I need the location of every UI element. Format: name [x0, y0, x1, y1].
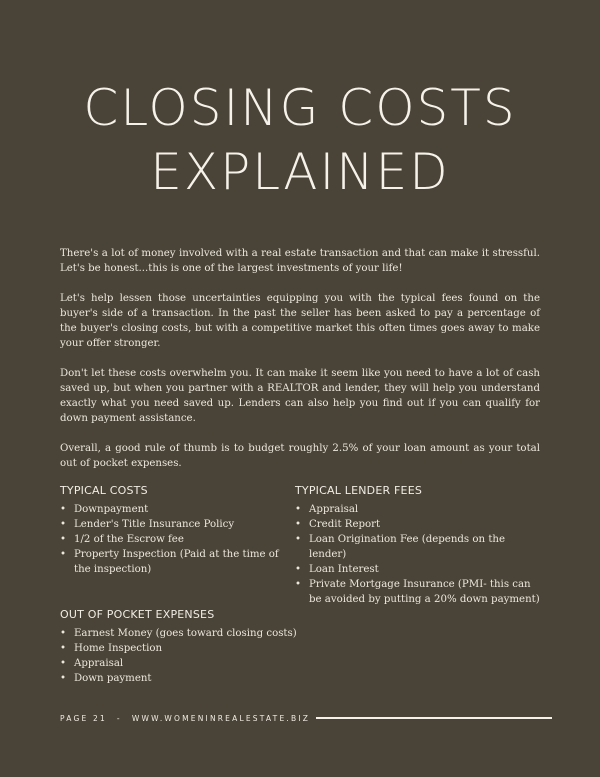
- page-title: [0, 76, 600, 204]
- list-item: • Property Inspection (Paid at the time of the inspection): [74, 547, 285, 577]
- lender-fees-section: [295, 484, 540, 607]
- list-item: • Private Mortgage Insurance (PMI- this can be avoided by putting a 20% down payment): [309, 577, 540, 607]
- intro-paragraph: Let's help lessen those uncertainties equipping you with the typical fees found on the buyer's side of a transaction. In the past the seller has been asked to pay a percentage of the buyer's closing costs, but with a competitive market this often times goes away to make your offer stronger.: [60, 293, 540, 349]
- list-item: • Down payment: [74, 671, 320, 686]
- website-link[interactable]: WWW.WOMENINREALESTATE.BIZ: [131, 713, 311, 723]
- list-item: • Loan Interest: [309, 562, 540, 577]
- list-item: • 1/2 of the Escrow fee: [74, 532, 285, 547]
- list-item: • Appraisal: [309, 502, 540, 517]
- list-item: • Appraisal: [74, 656, 320, 671]
- out-of-pocket-heading: OUT OF POCKET EXPENSES: [60, 608, 215, 621]
- list-item: • Credit Report: [309, 517, 540, 532]
- typical-costs-heading: TYPICAL COSTS: [60, 484, 148, 497]
- list-item: • Home Inspection: [74, 641, 320, 656]
- title-line-2: EXPLAINED: [150, 143, 450, 201]
- typical-costs-list: [60, 502, 285, 577]
- intro-paragraph: Don't let these costs overwhelm you. It can make it seem like you need to have a lot of cash saved up, but when you partner with a REALTOR and lender, they will help you understand exactly what you need saved up. Lenders can also help you find out if you can qualify for down payment assistance.: [60, 368, 540, 424]
- page-number: PAGE 21: [60, 713, 107, 723]
- intro-text: [60, 246, 540, 486]
- page-footer: [60, 712, 552, 724]
- list-item: • Downpayment: [74, 502, 285, 517]
- title-line-1: CLOSING COSTS: [83, 79, 517, 137]
- out-of-pocket-list: [60, 626, 320, 686]
- intro-paragraph: There's a lot of money involved with a real estate transaction and that can make it stressful. Let's be honest...this is one of the largest investments of your life!: [60, 248, 540, 274]
- intro-paragraph: Overall, a good rule of thumb is to budget roughly 2.5% of your loan amount as your total out of pocket expenses.: [60, 443, 540, 469]
- typical-costs-section: [60, 484, 285, 577]
- out-of-pocket-section: [60, 608, 320, 686]
- list-item: • Earnest Money (goes toward closing costs): [74, 626, 320, 641]
- list-item: • Lender's Title Insurance Policy: [74, 517, 285, 532]
- lender-fees-list: [295, 502, 540, 607]
- list-item: • Loan Origination Fee (depends on the lender): [309, 532, 540, 562]
- footer-separator: -: [116, 713, 122, 723]
- lender-fees-heading: TYPICAL LENDER FEES: [295, 484, 423, 497]
- footer-rule: [316, 717, 552, 719]
